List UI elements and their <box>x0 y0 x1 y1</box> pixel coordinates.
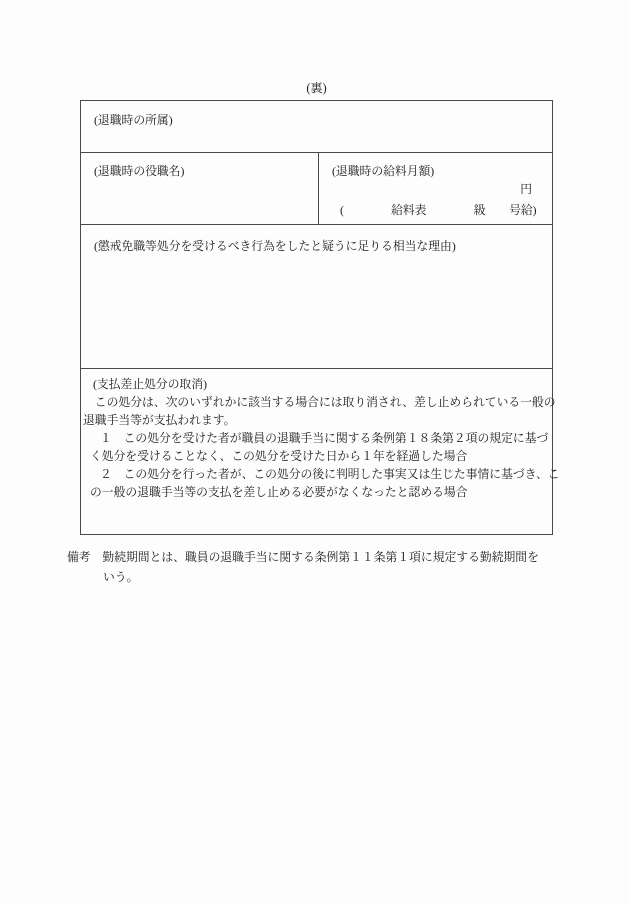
salary-unit-label: 円 <box>520 182 532 196</box>
reason-label: (懲戒免職等処分を受けるべき行為をしたと疑うに足りる相当な理由) <box>94 239 456 253</box>
cell-affiliation <box>81 101 552 153</box>
cell-reason <box>81 225 552 369</box>
cancellation-item2-line1: ２ この処分を行った者が、この処分の後に判明した事実又は生じた事情に基づき、こ <box>100 467 560 481</box>
salary-label: (退職時の給料月額) <box>332 164 435 178</box>
remarks-note <box>67 547 559 587</box>
position-label: (退職時の役職名) <box>94 164 185 178</box>
cancellation-intro-line1: この処分は、次のいずれかに該当する場合には取り消され、差し止められている一般の <box>83 395 556 409</box>
cell-salary <box>319 153 552 224</box>
page-side-label: (裏) <box>306 81 327 95</box>
cancellation-item1-line1: １ この処分を受けた者が職員の退職手当に関する条例第１８条第２項の規定に基づ <box>100 431 549 445</box>
cell-position <box>81 153 319 224</box>
cancellation-item1-line2: く処分を受けることなく、この処分を受けた日から１年を経過した場合 <box>90 449 468 463</box>
affiliation-label: (退職時の所属) <box>94 113 173 127</box>
cancellation-intro-line2: 退職手当等が支払われます。 <box>83 413 236 427</box>
remarks-line2: いう。 <box>103 570 139 584</box>
row-position-salary <box>81 153 552 225</box>
salary-grade-line: ( 給料表 級 号給) <box>340 203 537 217</box>
cancellation-item2-line2: の一般の退職手当等の支払を差し止める必要がなくなったと認める場合 <box>90 485 468 499</box>
remarks-line1: 備考 勤続期間とは、職員の退職手当に関する条例第１１条第１項に規定する勤続期間を <box>67 550 539 564</box>
form-table <box>80 100 560 535</box>
cell-cancellation <box>81 369 560 534</box>
cancellation-label: (支払差止処分の取消) <box>93 377 208 391</box>
